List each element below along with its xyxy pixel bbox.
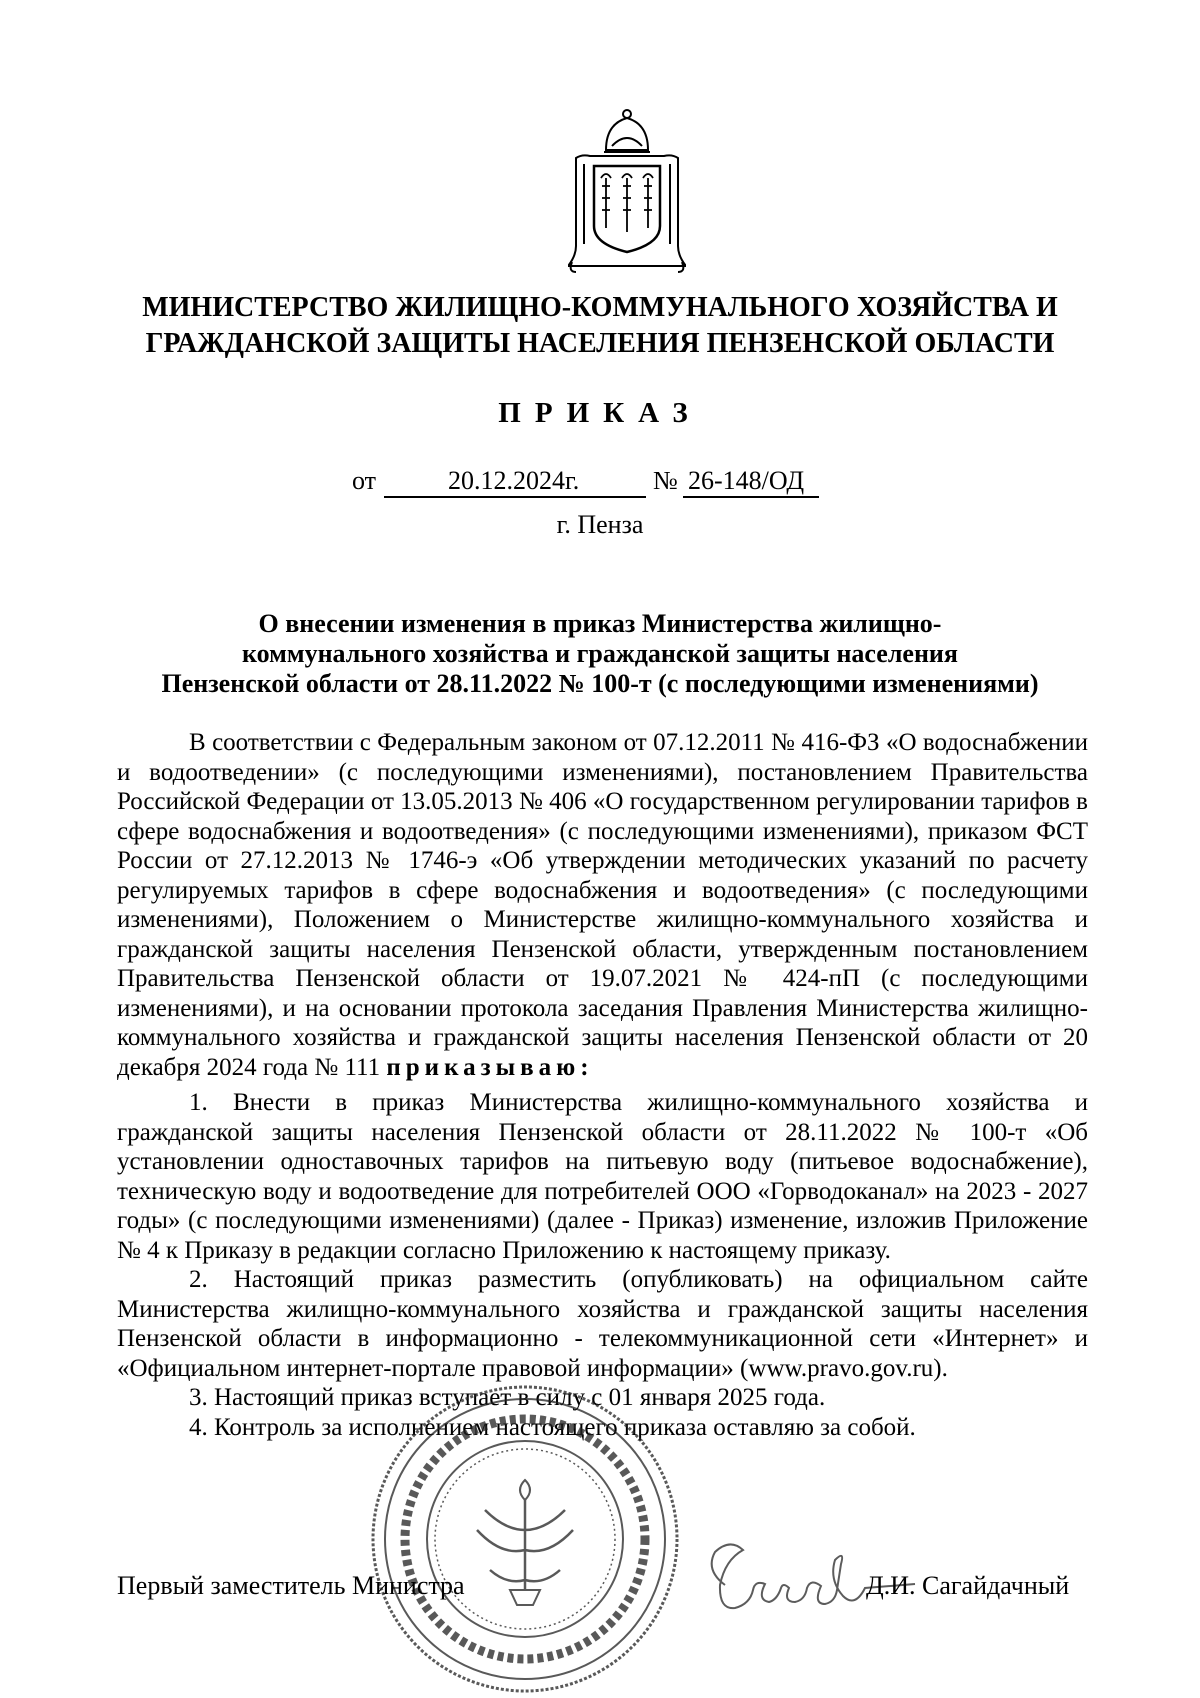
official-seal-stamp xyxy=(365,1380,685,1698)
order-item-1: 1. Внести в приказ Министерства жилищно-коммунального хозяйства и гражданской защиты населения Пензенской области от 28.11.2022 № 100-т «Об установлении одноставочных тарифов на питьевую воду (питьевое водоснабжение), техническую воду и водоотведение для потребителей ООО «Горводоканал» на 2023 - 2027 годы» (с последующими изменениями) (далее - Приказ) изменение, изложив Приложение № 4 к Приказу в редакции согласно Приложению к настоящему приказу. xyxy=(117,1089,1088,1264)
signatory-position: Первый заместитель Министра xyxy=(117,1571,465,1600)
number-prefix: № xyxy=(653,466,678,495)
date-underline xyxy=(384,496,646,498)
preamble-paragraph xyxy=(117,728,1088,1082)
coat-of-arms-emblem xyxy=(568,106,686,274)
document-city: г. Пенза xyxy=(556,510,644,539)
number-underline xyxy=(683,496,819,498)
document-subject xyxy=(120,609,1080,699)
subject-line1: О внесении изменения в приказ Министерства жилищно- xyxy=(258,609,942,638)
ministry-name-line2: ГРАЖДАНСКОЙ ЗАЩИТЫ НАСЕЛЕНИЯ ПЕНЗЕНСКОЙ ОБЛАСТИ xyxy=(145,328,1055,359)
ministry-name xyxy=(90,290,1110,362)
order-item-2: 2. Настоящий приказ разместить (опубликовать) на официальном сайте Министерства жилищно-коммунального хозяйства и гражданской защиты населения Пензенской области в информационно - телекоммуникационной сети «Интернет» и «Официальном интернет-портале правовой информации» (www.pravo.gov.ru). xyxy=(117,1266,1088,1382)
document-date: 20.12.2024г. xyxy=(448,466,580,495)
signatory-name: Д.И. Сагайдачный xyxy=(866,1571,1070,1600)
order-word: приказываю: xyxy=(386,1053,594,1081)
document-number: 26-148/ОД xyxy=(688,466,805,495)
preamble-text: В соответствии с Федеральным законом от 07.12.2011 № 416-ФЗ «О водоснабжении и водоотведении» (с последующими изменениями), постановлением Правительства Российской Федерации от 13.05.2013 № 406 «О государственном регулировании тарифов в сфере водоснабжения и водоотведения» (с последующими изменениями), приказом ФСТ России от 27.12.2013 № 1746-э «Об утверждении методических указаний по расчету регулируемых тарифов в сфере водоснабжения и водоотведения» (с последующими изменениями), Положением о Министерстве жилищно-коммунального хозяйства и гражданской защиты населения Пензенской области, утвержденным постановлением Правительства Пензенской области от 19.07.2021 № 424-пП (с последующими изменениями), и на основании протокола заседания Правления Министерства жилищно-коммунального хозяйства и гражданской защиты населения Пензенской области от 20 декабря 2024 года № 111 xyxy=(117,729,1088,1081)
document-type-title: ПРИКАЗ xyxy=(498,397,702,429)
subject-line3: Пензенской области от 28.11.2022 № 100-т (с последующими изменениями) xyxy=(161,669,1039,698)
date-prefix: от xyxy=(352,466,377,495)
document-body xyxy=(117,728,1088,1442)
order-item-3: 3. Настоящий приказ вступает в силу с 01 января 2025 года. xyxy=(189,1384,826,1411)
subject-line2: коммунального хозяйства и гражданской защиты населения xyxy=(242,639,958,668)
ministry-name-line1: МИНИСТЕРСТВО ЖИЛИЩНО-КОММУНАЛЬНОГО ХОЗЯЙСТВА И xyxy=(142,292,1058,323)
order-item-4: 4. Контроль за исполнением настоящего приказа оставляю за собой. xyxy=(189,1413,916,1441)
